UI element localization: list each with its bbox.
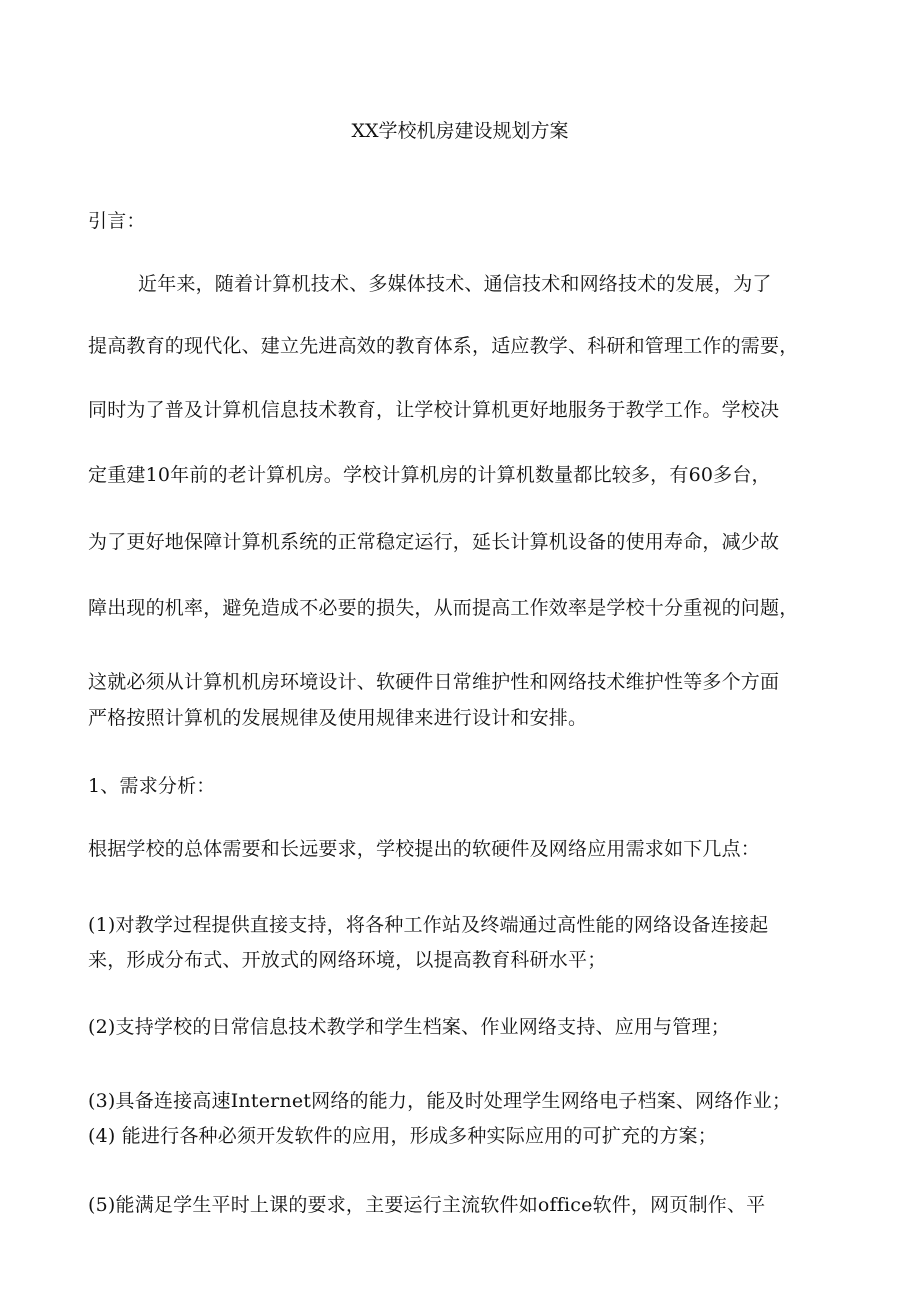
requirement-3: (3)具备连接高速Internet网络的能力，能及时处理学生网络电子档案、网络作业；: [88, 1090, 792, 1112]
section1-heading: 1、需求分析：: [88, 775, 216, 797]
intro-line-5: 为了更好地保障计算机系统的正常稳定运行，延长计算机设备的使用寿命，减少故: [88, 531, 780, 553]
intro-line-1: 近年来，随着计算机技术、多媒体技术、通信技术和网络技术的发展，为了: [138, 273, 772, 295]
requirement-2: (2)支持学校的日常信息技术教学和学生档案、作业网络支持、应用与管理；: [88, 1016, 730, 1038]
document-title: XX学校机房建设规划方案: [351, 120, 569, 142]
requirement-1-line-1: (1)对教学过程提供直接支持，将各种工作站及终端通过高性能的网络设备连接起: [88, 914, 769, 936]
requirement-5: (5)能满足学生平时上课的要求，主要运行主流软件如office软件，网页制作、平: [88, 1194, 766, 1216]
section1-intro: 根据学校的总体需要和长远要求，学校提出的软硬件及网络应用需求如下几点：: [88, 838, 761, 860]
intro-line-8: 严格按照计算机的发展规律及使用规律来进行设计和安排。: [88, 707, 588, 729]
requirement-1-line-2: 来，形成分布式、开放式的网络环境，以提高教育科研水平；: [88, 949, 607, 971]
intro-line-2: 提高教育的现代化、建立先进高效的教育体系，适应教学、科研和管理工作的需要，: [88, 335, 799, 357]
intro-line-3: 同时为了普及计算机信息技术教育，让学校计算机更好地服务于教学工作。学校决: [88, 399, 780, 421]
intro-heading: 引言：: [88, 210, 146, 232]
intro-line-4: 定重建10年前的老计算机房。学校计算机房的计算机数量都比较多，有60多台，: [88, 464, 771, 486]
intro-line-6: 障出现的机率，避免造成不必要的损失，从而提高工作效率是学校十分重视的问题，: [88, 597, 799, 619]
intro-line-7: 这就必须从计算机机房环境设计、软硬件日常维护性和网络技术维护性等多个方面: [88, 671, 780, 693]
requirement-4: (4) 能进行各种必须开发软件的应用，形成多种实际应用的可扩充的方案；: [88, 1125, 717, 1147]
